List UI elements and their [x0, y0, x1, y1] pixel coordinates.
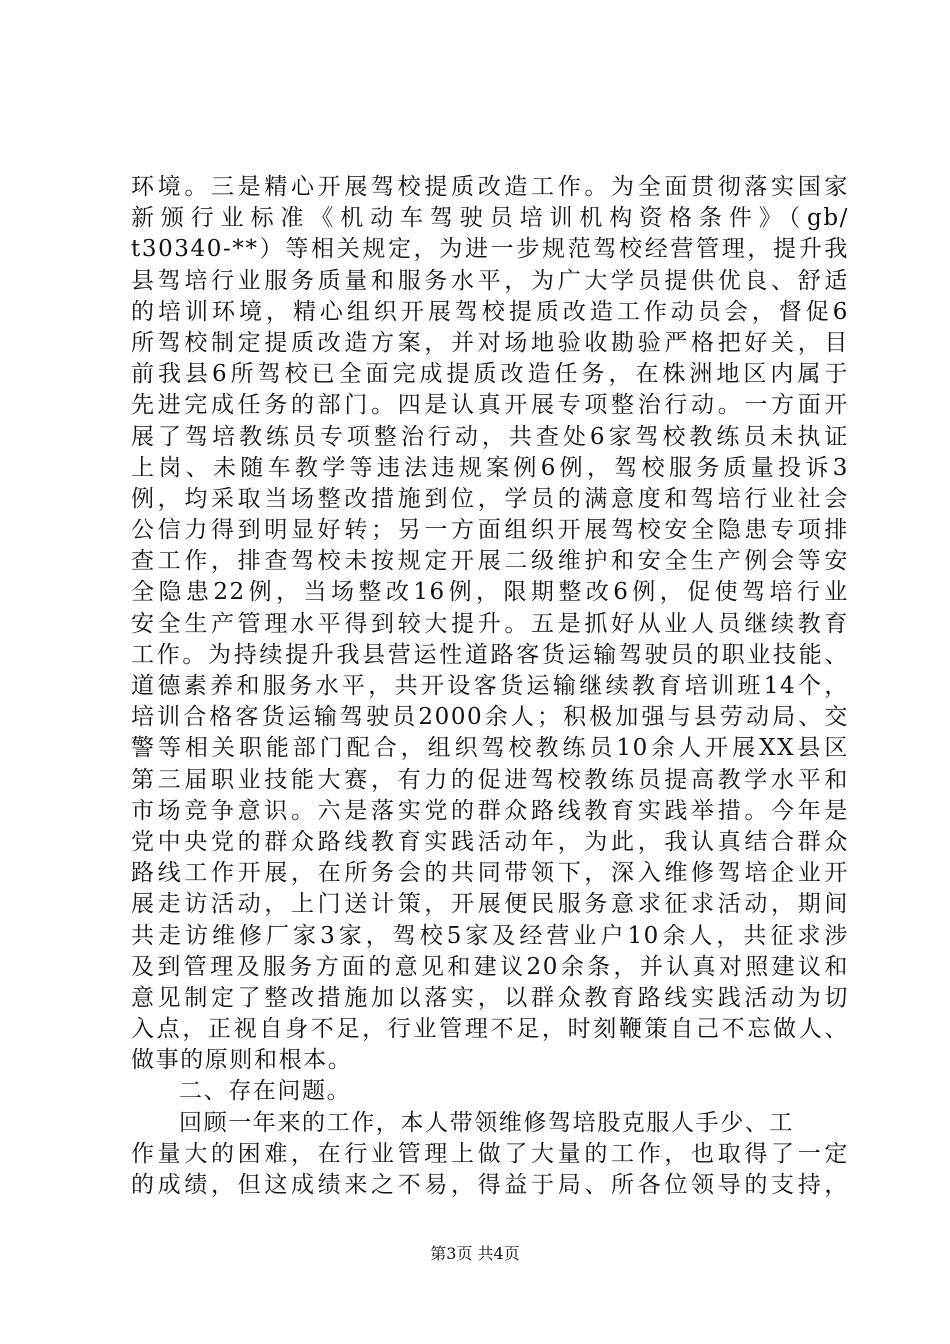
text-line: 县驾培行业服务质量和服务水平，为广大学员提供优良、舒适 [131, 267, 849, 294]
text-line: 做事的原则和根本。 [131, 1047, 353, 1074]
text-line: 路线工作开展，在所务会的共同带领下，深入维修驾培企业开 [131, 860, 849, 887]
text-line: 展走访活动，上门送计策，开展便民服务意求征求活动，期间 [131, 891, 849, 918]
text-line: 环境。三是精心开展驾校提质改造工作。为全面贯彻落实国家 [131, 174, 849, 200]
text-line: 前我县6所驾校已全面完成提质改造任务，在株洲地区内属于 [131, 361, 849, 388]
text-line: 作量大的困难，在行业管理上做了大量的工作，也取得了一定 [131, 1140, 849, 1167]
text-line: 安全生产管理水平得到较大提升。五是抓好从业人员继续教育 [131, 610, 849, 637]
text-line: 工作。为持续提升我县营运性道路客货运输驾驶员的职业技能、 [131, 641, 849, 668]
text-line: 的培训环境，精心组织开展驾校提质改造工作动员会，督促6 [131, 298, 849, 325]
page-footer: 第3页 共4页 [430, 1244, 520, 1263]
body-text [131, 172, 849, 1201]
text-line: 第三届职业技能大赛，有力的促进驾校教练员提高教学水平和 [131, 766, 849, 793]
text-line: 展了驾培教练员专项整治行动，共查处6家驾校教练员未执证 [131, 423, 849, 450]
text-line: 上岗、未随车教学等违法违规案例6例，驾校服务质量投诉3 [131, 454, 849, 481]
text-line: 查工作，排查驾校未按规定开展二级维护和安全生产例会等安 [131, 548, 849, 575]
text-line: 的成绩，但这成绩来之不易，得益于局、所各位领导的支持， [131, 1172, 849, 1198]
text-line: 先进完成任务的部门。四是认真开展专项整治行动。一方面开 [131, 392, 849, 419]
text-line: 及到管理及服务方面的意见和建议20余条，并认真对照建议和 [131, 953, 849, 980]
text-line: 道德素养和服务水平，共开设客货运输继续教育培训班14个， [131, 673, 849, 699]
text-line: t30340-**）等相关规定，为进一步规范驾校经营管理，提升我 [131, 236, 849, 263]
text-line: 警等相关职能部门配合，组织驾校教练员10余人开展XX县区 [131, 735, 849, 762]
text-line: 新颁行业标准《机动车驾驶员培训机构资格条件》（gb/ [131, 205, 849, 232]
text-line: 回顾一年来的工作，本人带领维修驾培股克服人手少、工 [179, 1109, 794, 1136]
text-line: 公信力得到明显好转；另一方面组织开展驾校安全隐患专项排 [131, 517, 849, 544]
text-line: 所驾校制定提质改造方案，并对场地验收勘验严格把好关，目 [131, 329, 849, 356]
text-line: 培训合格客货运输驾驶员2000余人；积极加强与县劳动局、交 [131, 704, 849, 731]
text-line: 全隐患22例，当场整改16例，限期整改6例，促使驾培行业 [131, 579, 849, 606]
text-line: 党中央党的群众路线教育实践活动年，为此，我认真结合群众 [131, 828, 849, 855]
section-heading: 二、存在问题。 [179, 1078, 352, 1105]
text-line: 意见制定了整改措施加以落实，以群众教育路线实践活动为切 [131, 984, 849, 1011]
text-line: 市场竞争意识。六是落实党的群众路线教育实践举措。今年是 [131, 797, 849, 824]
text-line: 入点，正视自身不足，行业管理不足，时刻鞭策自己不忘做人、 [131, 1016, 849, 1043]
text-line: 共走访维修厂家3家，驾校5家及经营业户10余人，共征求涉 [131, 922, 849, 949]
text-line: 例，均采取当场整改措施到位，学员的满意度和驾培行业社会 [131, 485, 849, 512]
